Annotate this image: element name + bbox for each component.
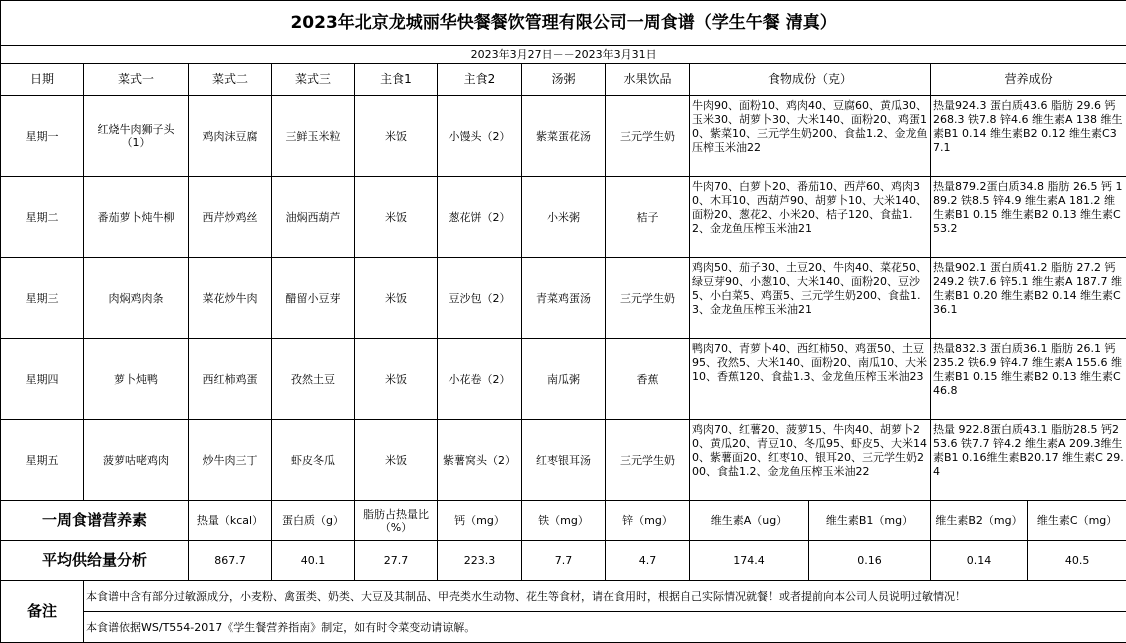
nutrient-header: 维生素C（mg） — [1028, 501, 1126, 541]
header-staple1: 主食1 — [355, 64, 438, 96]
dish3-cell: 醋留小豆芽 — [272, 258, 355, 339]
header-soup: 汤粥 — [522, 64, 606, 96]
notes-allergen: 本食谱中含有部分过敏源成分，小麦粉、禽蛋类、奶类、大豆及其制品、甲壳类水生动物、花生等食材，请在食用时，根据自己实际情况就餐！或者提前向本公司人员说明过敏情况！ — [84, 581, 1126, 612]
nutrient-header: 维生素B1（mg） — [809, 501, 931, 541]
day-label: 星期三 — [1, 258, 84, 339]
nutrition-cell: 热量924.3 蛋白质43.6 脂肪 29.6 钙 268.3 铁7.8 锌4.6 维生素A 138 维生素B1 0.14 维生素B2 0.12 维生素C37.1 — [931, 96, 1126, 177]
average-value: 4.7 — [606, 541, 690, 581]
average-row — [1, 541, 1126, 581]
date-range: 2023年3月27日－－2023年3月31日 — [1, 46, 1126, 64]
average-value: 7.7 — [522, 541, 606, 581]
table-row-friday — [1, 420, 1126, 501]
soup-cell: 南瓜粥 — [522, 339, 606, 420]
ingredients-cell: 鸡肉70、红薯20、菠萝15、牛肉40、胡萝卜20、黄瓜20、青豆10、冬瓜95、虾皮5、大米140、紫薯面20、红枣10、银耳20、三元学生奶200、食盐1.2、金龙鱼压榨玉米油22 — [690, 420, 931, 501]
dish3-cell: 孜然土豆 — [272, 339, 355, 420]
nutrient-header: 蛋白质（g） — [272, 501, 355, 541]
notes-row-2 — [1, 612, 1126, 643]
staple1-cell: 米饭 — [355, 96, 438, 177]
dish3-cell: 虾皮冬瓜 — [272, 420, 355, 501]
table-row-tuesday — [1, 177, 1126, 258]
day-label: 星期五 — [1, 420, 84, 501]
nutrient-header: 铁（mg） — [522, 501, 606, 541]
ingredients-cell: 牛肉90、面粉10、鸡肉40、豆腐60、黄瓜30、玉米30、胡萝卜30、大米140、面粉20、鸡蛋10、紫菜10、三元学生奶200、食盐1.2、金龙鱼压榨玉米油22 — [690, 96, 931, 177]
ingredients-cell: 鸡肉50、茄子30、土豆20、牛肉40、菜花50、绿豆芽90、小葱10、大米140、面粉20、豆沙5、小白菜5、鸡蛋5、三元学生奶200、食盐1.3、金龙鱼压榨玉米油21 — [690, 258, 931, 339]
dish1-cell: 肉焖鸡肉条 — [84, 258, 189, 339]
drink-cell: 桔子 — [606, 177, 690, 258]
ingredients-cell: 牛肉70、白萝卜20、番茄10、西芹60、鸡肉30、木耳10、西葫芦90、胡萝卜10、大米140、面粉20、葱花2、小米20、桔子120、食盐1.2、金龙鱼压榨玉米油21 — [690, 177, 931, 258]
notes-guideline: 本食谱依据WS/T554-2017《学生餐营养指南》制定，如有时令菜变动请谅解。 — [84, 612, 1126, 643]
drink-cell: 三元学生奶 — [606, 258, 690, 339]
average-value: 40.5 — [1028, 541, 1126, 581]
page-title: 2023年北京龙城丽华快餐餐饮管理有限公司一周食谱（学生午餐 清真） — [1, 1, 1126, 46]
dish2-cell: 西芹炒鸡丝 — [189, 177, 272, 258]
average-value: 0.14 — [931, 541, 1028, 581]
staple2-cell: 葱花饼（2） — [438, 177, 522, 258]
dish3-cell: 三鲜玉米粒 — [272, 96, 355, 177]
header-date: 日期 — [1, 64, 84, 96]
ingredients-cell: 鸭肉70、青萝卜40、西红柿50、鸡蛋50、土豆95、孜然5、大米140、面粉20、南瓜10、大米10、香蕉120、食盐1.3、金龙鱼压榨玉米油23 — [690, 339, 931, 420]
header-row — [1, 64, 1126, 96]
dish1-cell: 菠萝咕咾鸡肉 — [84, 420, 189, 501]
soup-cell: 小米粥 — [522, 177, 606, 258]
weekly-nutrient-header-row — [1, 501, 1126, 541]
nutrient-header: 锌（mg） — [606, 501, 690, 541]
notes-label: 备注 — [1, 581, 84, 643]
nutrient-header: 维生素B2（mg） — [931, 501, 1028, 541]
dish2-cell: 鸡肉沫豆腐 — [189, 96, 272, 177]
nutrient-header: 热量（kcal） — [189, 501, 272, 541]
table-row-thursday — [1, 339, 1126, 420]
staple1-cell: 米饭 — [355, 339, 438, 420]
staple2-cell: 小馒头（2） — [438, 96, 522, 177]
staple1-cell: 米饭 — [355, 420, 438, 501]
header-dish1: 菜式一 — [84, 64, 189, 96]
drink-cell: 三元学生奶 — [606, 96, 690, 177]
dish1-cell: 萝卜炖鸭 — [84, 339, 189, 420]
nutrition-cell: 热量879.2蛋白质34.8 脂肪 26.5 钙 189.2 铁8.5 锌4.9 维生素A 181.2 维生素B1 0.15 维生素B2 0.13 维生素C53.2 — [931, 177, 1126, 258]
drink-cell: 三元学生奶 — [606, 420, 690, 501]
soup-cell: 紫菜蛋花汤 — [522, 96, 606, 177]
header-drink: 水果饮品 — [606, 64, 690, 96]
dish1-cell: 番茄萝卜炖牛柳 — [84, 177, 189, 258]
average-value: 0.16 — [809, 541, 931, 581]
dish2-cell: 炒牛肉三丁 — [189, 420, 272, 501]
soup-cell: 红枣银耳汤 — [522, 420, 606, 501]
nutrition-cell: 热量902.1 蛋白质41.2 脂肪 27.2 钙 249.2 铁7.6 锌5.1 维生素A 187.7 维生素B1 0.20 维生素B2 0.14 维生素C36.1 — [931, 258, 1126, 339]
drink-cell: 香蕉 — [606, 339, 690, 420]
header-dish3: 菜式三 — [272, 64, 355, 96]
header-ingredients: 食物成份（克） — [690, 64, 931, 96]
staple2-cell: 豆沙包（2） — [438, 258, 522, 339]
nutrient-header: 钙（mg） — [438, 501, 522, 541]
day-label: 星期四 — [1, 339, 84, 420]
weekly-nutrient-label: 一周食谱营养素 — [1, 501, 189, 541]
staple2-cell: 紫薯窝头（2） — [438, 420, 522, 501]
nutrient-header: 维生素A（ug） — [690, 501, 809, 541]
table-row-monday — [1, 96, 1126, 177]
soup-cell: 青菜鸡蛋汤 — [522, 258, 606, 339]
average-value: 223.3 — [438, 541, 522, 581]
dish3-cell: 油焖西葫芦 — [272, 177, 355, 258]
nutrition-cell: 热量832.3 蛋白质36.1 脂肪 26.1 钙 235.2 铁6.9 锌4.7 维生素A 155.6 维生素B1 0.15 维生素B2 0.13 维生素C46.8 — [931, 339, 1126, 420]
day-label: 星期二 — [1, 177, 84, 258]
average-value: 174.4 — [690, 541, 809, 581]
day-label: 星期一 — [1, 96, 84, 177]
notes-row-1 — [1, 581, 1126, 612]
average-value: 27.7 — [355, 541, 438, 581]
average-value: 40.1 — [272, 541, 355, 581]
header-dish2: 菜式二 — [189, 64, 272, 96]
dish2-cell: 西红柿鸡蛋 — [189, 339, 272, 420]
table-row-wednesday — [1, 258, 1126, 339]
header-nutrition: 营养成份 — [931, 64, 1126, 96]
staple2-cell: 小花卷（2） — [438, 339, 522, 420]
dish2-cell: 菜花炒牛肉 — [189, 258, 272, 339]
nutrient-header: 脂肪占热量比（%） — [355, 501, 438, 541]
header-staple2: 主食2 — [438, 64, 522, 96]
staple1-cell: 米饭 — [355, 258, 438, 339]
dish1-cell: 红烧牛肉狮子头（1） — [84, 96, 189, 177]
nutrition-cell: 热量 922.8蛋白质43.1 脂肪28.5 钙253.6 铁7.7 锌4.2 维生素A 209.3维生素B1 0.16维生素B20.17 维生素C 29.4 — [931, 420, 1126, 501]
average-value: 867.7 — [189, 541, 272, 581]
staple1-cell: 米饭 — [355, 177, 438, 258]
average-label: 平均供给量分析 — [1, 541, 189, 581]
